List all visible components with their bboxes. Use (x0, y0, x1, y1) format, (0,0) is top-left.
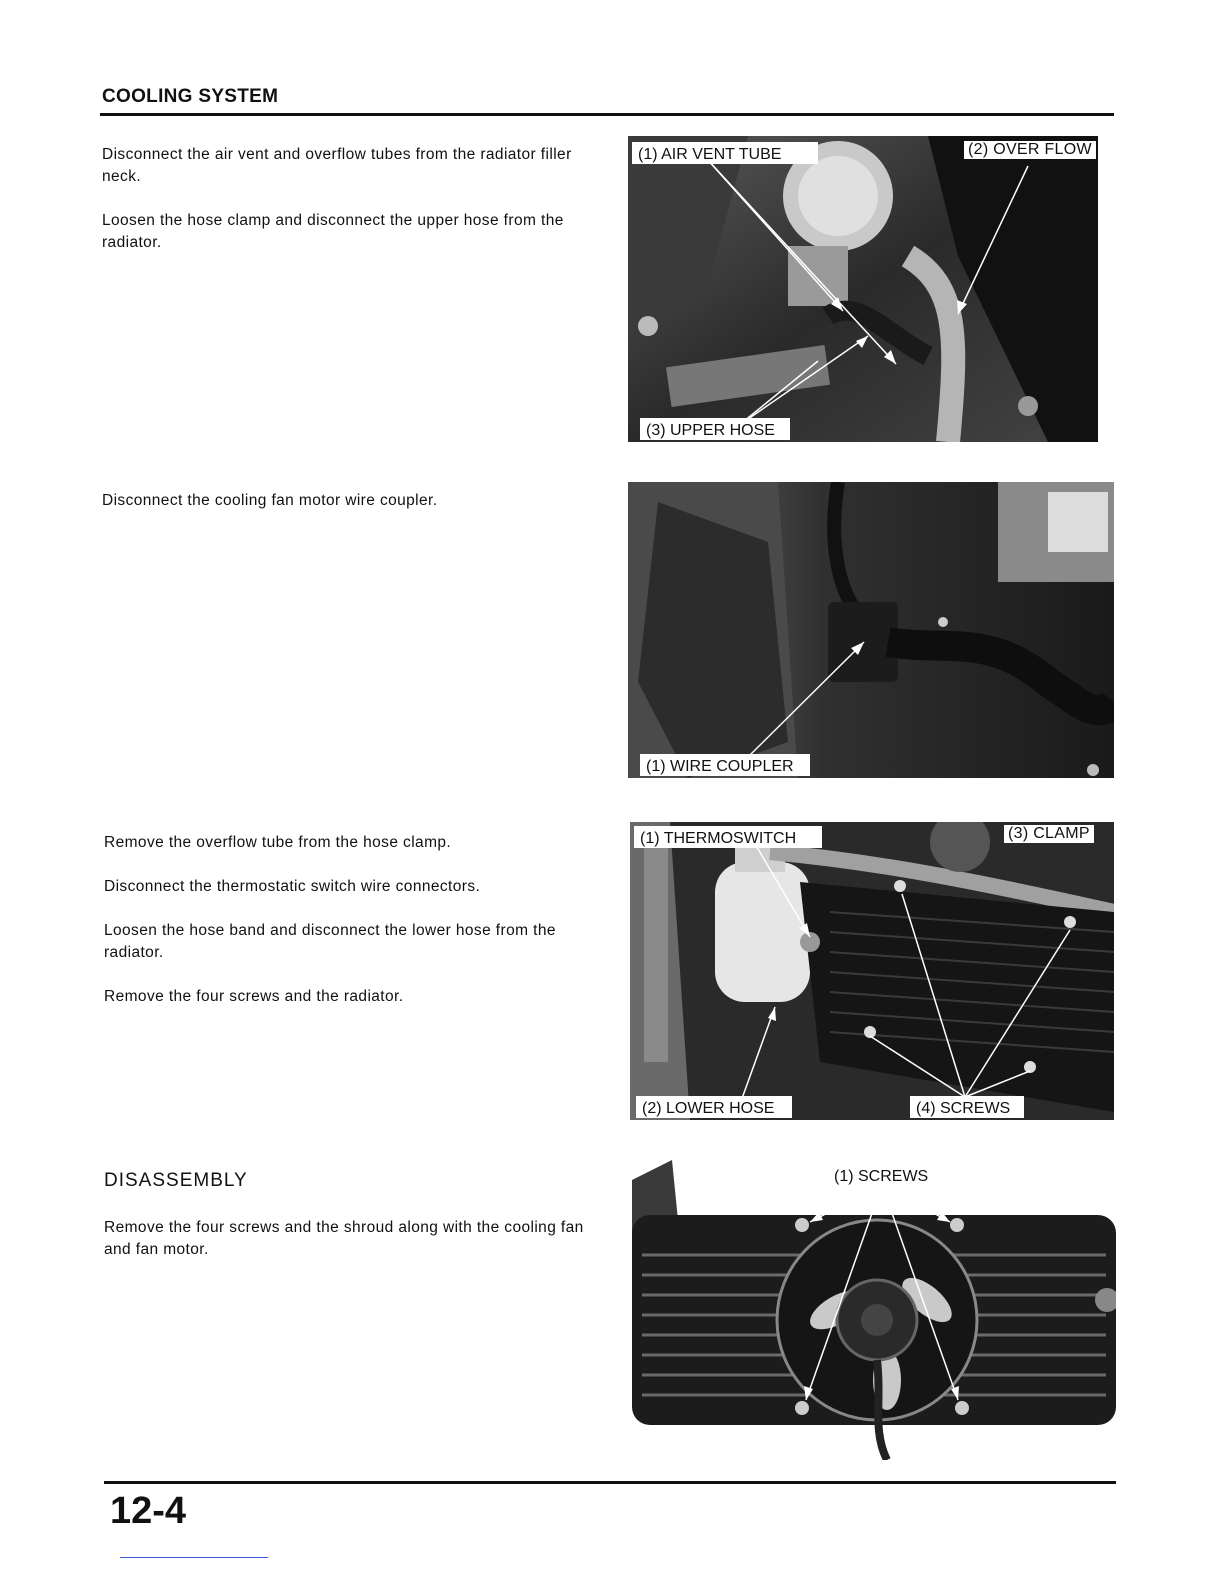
footer-rule (104, 1481, 1116, 1484)
photo-wire-coupler (628, 482, 1114, 778)
page-number: 12-4 (110, 1490, 187, 1532)
label-air-vent-tube: (1) AIR VENT TUBE (638, 146, 782, 163)
step3-paragraph-2: Disconnect the thermostatic switch wire connectors. (104, 878, 481, 895)
step2-text (102, 490, 612, 534)
header-rule (100, 113, 1114, 116)
label-clamp: (3) CLAMP (1004, 825, 1094, 843)
photo-fan-shroud (632, 1160, 1116, 1460)
step1-paragraph-2: Loosen the hose clamp and disconnect the upper hose from the radiator. (102, 212, 564, 251)
step1-text (102, 144, 612, 276)
page-header: COOLING SYSTEM (102, 86, 279, 107)
label-upper-hose: (3) UPPER HOSE (646, 422, 775, 439)
label-screws-step3: (4) SCREWS (916, 1100, 1011, 1117)
photo-upper-hose (628, 136, 1098, 442)
label-lower-hose: (2) LOWER HOSE (642, 1100, 775, 1117)
photo-radiator-removal (630, 822, 1114, 1120)
step1-paragraph-1: Disconnect the air vent and overflow tubes from the radiator filler neck. (102, 146, 572, 185)
label-wire-coupler: (1) WIRE COUPLER (646, 758, 794, 775)
section-title-disassembly: DISASSEMBLY (104, 1170, 248, 1191)
step3-paragraph-1: Remove the overflow tube from the hose clamp. (104, 834, 452, 851)
step3-paragraph-4: Remove the four screws and the radiator. (104, 988, 404, 1005)
step3-paragraph-3: Loosen the hose band and disconnect the lower hose from the radiator. (104, 922, 556, 961)
label-over-flow: (2) OVER FLOW (964, 141, 1096, 159)
footer-link-underline (120, 1557, 268, 1558)
disassembly-text (104, 1217, 614, 1283)
label-thermoswitch: (1) THERMOSWITCH (640, 830, 797, 847)
step3-text (104, 832, 614, 1030)
disassembly-paragraph-1: Remove the four screws and the shroud along with the cooling fan and fan motor. (104, 1219, 584, 1258)
step2-paragraph-1: Disconnect the cooling fan motor wire coupler. (102, 492, 438, 509)
label-screws-disassembly: (1) SCREWS (834, 1168, 929, 1185)
